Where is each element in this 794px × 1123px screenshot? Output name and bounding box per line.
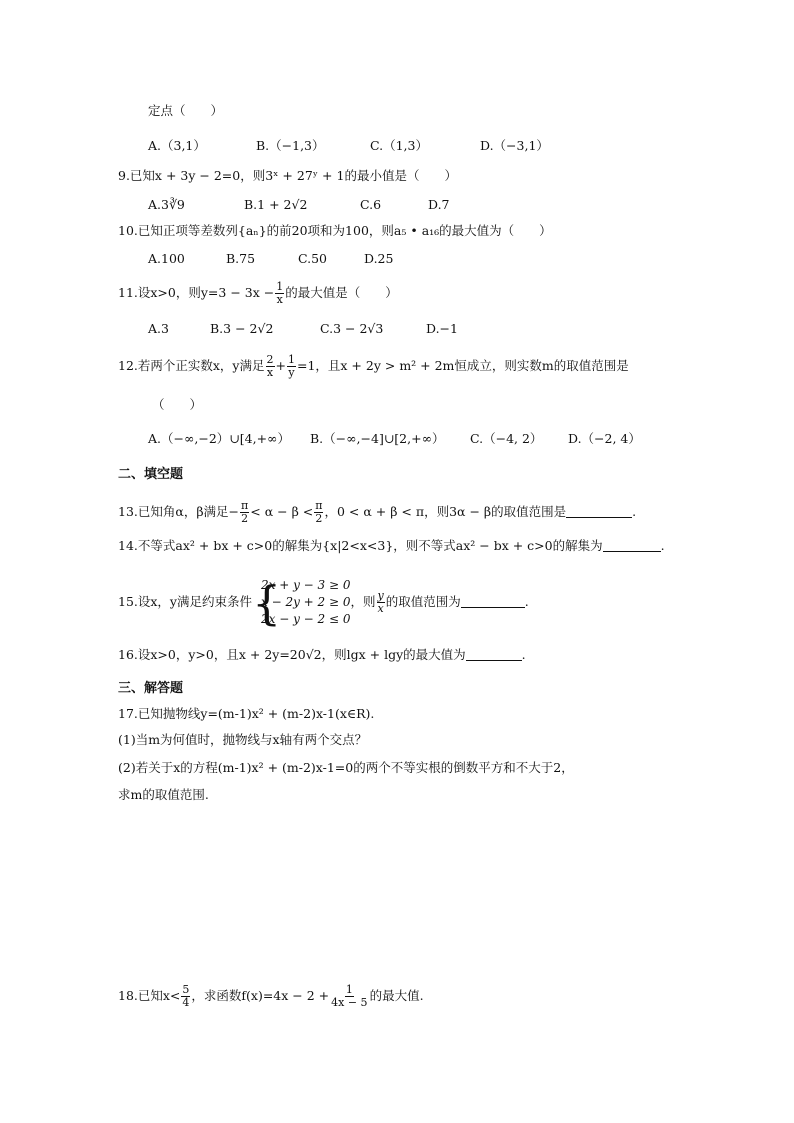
q10-option-c: C.50 [298, 251, 327, 266]
q12-fraction-2 [287, 354, 296, 379]
q14-text: 14.不等式ax² + bx + c>0的解集为{x|2<x<3}，则不等式ax² − bx + c>0的解集为 [118, 538, 603, 553]
q10-option-a: A.100 [148, 251, 185, 266]
q18-suffix: 的最大值. [369, 988, 424, 1003]
q12-option-d: D.（−2, 4） [568, 431, 641, 446]
q12-option-b: B.（−∞,−4]∪[2,+∞） [310, 431, 445, 446]
q13-fraction-1-denominator: 2 [241, 512, 249, 525]
q11-option-d: D.−1 [426, 321, 458, 336]
section-solution-heading: 三、解答题 [118, 681, 184, 696]
q8-option-b: B.（−1,3） [256, 138, 325, 153]
q9-option-a: A.3∛9 [148, 197, 185, 212]
q16-stem [118, 646, 526, 664]
q15-middle: ，则 [350, 594, 376, 609]
q15-fraction-numerator: y [377, 589, 384, 602]
q16-answer-blank [466, 648, 522, 661]
q9-option-d: D.7 [428, 197, 450, 212]
q8-option-c: C.（1,3） [370, 138, 428, 153]
q12-fraction-2-numerator: 1 [287, 353, 295, 366]
q18-stem [118, 982, 424, 1010]
q11-fraction-numerator: 1 [276, 280, 284, 293]
q18-prefix: 18.已知x< [118, 988, 181, 1003]
q8-option-a: A.（3,1） [148, 138, 206, 153]
q15-constraint-2: x − 2y + 2 ≥ 0 [261, 595, 351, 609]
q18-fraction-2-numerator: 1 [345, 983, 353, 996]
q10-stem: 10.已知正项等差数列{aₙ}的前20项和为100，则a₅ • a₁₆的最大值为（ ） [118, 223, 552, 238]
q8-continuation: 定点（ ） [148, 103, 224, 118]
q17-stem: 17.已知抛物线y=(m-1)x² + (m-2)x-1(x∈R). [118, 706, 375, 721]
q15-fraction [377, 590, 385, 615]
q15-fraction-denominator: x [377, 602, 384, 615]
q11-fraction [275, 281, 284, 306]
q17-part-2-cont: 求m的取值范围. [118, 787, 209, 802]
q10-option-b: B.75 [226, 251, 256, 266]
q12-option-c: C.（−4, 2） [470, 431, 543, 446]
q18-fraction-2 [330, 984, 368, 1009]
q12-stem [118, 352, 629, 380]
q13-fraction-2-numerator: π [315, 499, 323, 512]
q11-fraction-denominator: x [276, 293, 283, 306]
q11-option-c: C.3 − 2√3 [320, 321, 384, 336]
q13-suffix: ，0 < α + β < π，则3α − β的取值范围是 [324, 504, 567, 519]
q18-fraction-1-denominator: 4 [182, 996, 190, 1009]
q18-fraction-1 [181, 984, 190, 1009]
q9-option-c: C.6 [360, 197, 382, 212]
q13-answer-blank [566, 505, 632, 518]
q13-period: . [632, 504, 637, 519]
q12-fraction-1-denominator: x [266, 366, 274, 379]
q15-suffix: 的取值范围为 [385, 594, 461, 609]
q15-brace: { [252, 576, 282, 630]
q11-prefix: 11.设x>0，则y=3 − 3x − [118, 285, 275, 300]
q11-stem [118, 280, 398, 306]
q12-plus: + [275, 358, 286, 373]
q12-fraction-2-denominator: y [288, 366, 295, 379]
q15-stem [118, 572, 529, 632]
q13-fraction-2 [314, 500, 323, 525]
q15-period: . [524, 594, 529, 609]
q9-stem: 9.已知x + 3y − 2=0，则3ˣ + 27ʸ + 1的最小值是（ ） [118, 168, 457, 183]
q15-prefix: 15.设x，y满足约束条件 [118, 594, 252, 609]
q11-option-a: A.3 [148, 321, 169, 336]
q13-fraction-1 [240, 500, 249, 525]
q12-fraction-1-numerator: 2 [266, 353, 274, 366]
q15-constraint-3: 2x − y − 2 ≤ 0 [261, 612, 351, 626]
q13-fraction-1-numerator: π [241, 499, 249, 512]
q12-fraction-1 [266, 354, 275, 379]
q8-option-d: D.（−3,1） [480, 138, 549, 153]
q14-answer-blank [603, 539, 661, 552]
q18-fraction-1-numerator: 5 [182, 983, 190, 996]
q16-text: 16.设x>0，y>0，且x + 2y=20√2，则lgx + lgy的最大值为 [118, 647, 466, 662]
q14-period: . [660, 538, 665, 553]
q9-option-b: B.1 + 2√2 [244, 197, 308, 212]
q18-middle: ，求函数f(x)=4x − 2 + [191, 988, 330, 1003]
q12-answer-paren: （ ） [152, 397, 203, 412]
q14-stem [118, 537, 665, 555]
q16-period: . [521, 647, 526, 662]
q12-suffix: =1，且x + 2y > m² + 2m恒成立，则实数m的取值范围是 [296, 358, 629, 373]
q18-fraction-2-denominator: 4x − 5 [331, 996, 368, 1009]
q12-option-a: A.（−∞,−2）∪[4,+∞） [148, 431, 290, 446]
q11-option-b: B.3 − 2√2 [210, 321, 274, 336]
q17-part-2: (2)若关于x的方程(m-1)x² + (m-2)x-1=0的两个不等实根的倒数平方和不大于2， [118, 760, 574, 775]
q15-answer-blank [461, 595, 525, 608]
q15-constraint-system [252, 577, 351, 628]
q15-constraint-1: 2x + y − 3 ≥ 0 [261, 578, 351, 592]
q13-stem [118, 498, 636, 526]
q10-option-d: D.25 [364, 251, 394, 266]
q13-fraction-2-denominator: 2 [315, 512, 323, 525]
q13-middle: < α − β < [250, 504, 314, 519]
q12-prefix: 12.若两个正实数x，y满足 [118, 358, 265, 373]
section-fill-in-heading: 二、填空题 [118, 467, 184, 482]
q17-part-1: (1)当m为何值时，抛物线与x轴有两个交点？ [118, 732, 368, 747]
q11-suffix: 的最大值是（ ） [285, 285, 398, 300]
q13-prefix: 13.已知角α，β满足− [118, 504, 240, 519]
